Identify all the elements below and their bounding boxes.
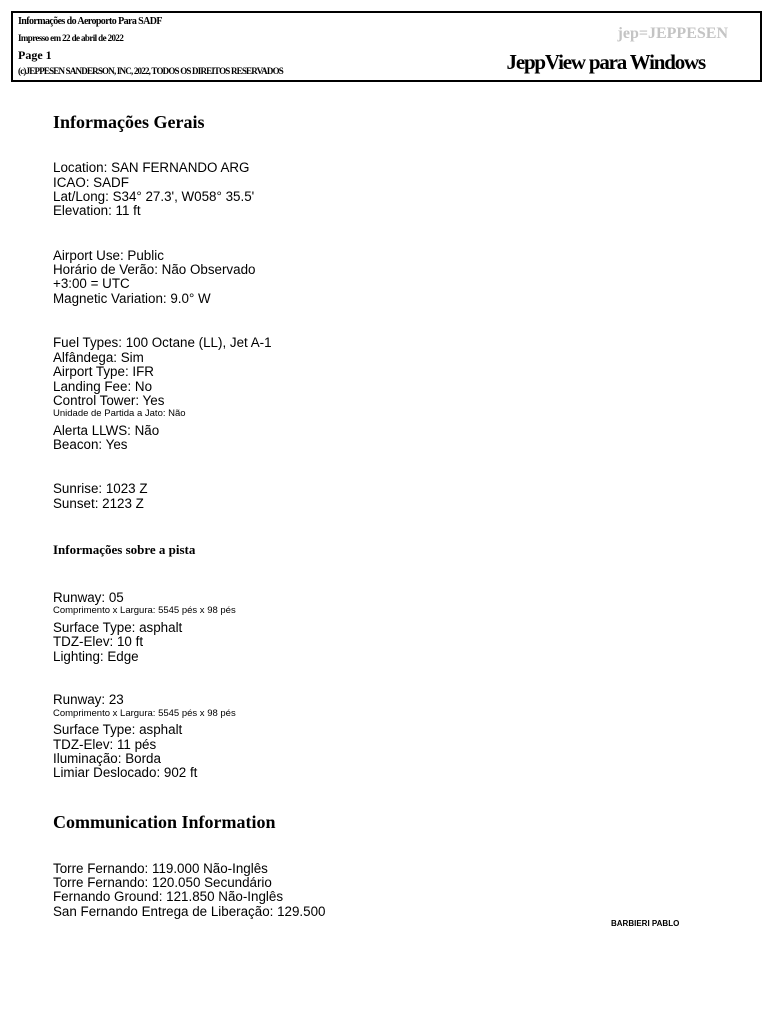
rwy23-lighting: Iluminação: Borda: [53, 751, 161, 766]
document-header: [11, 11, 762, 82]
llws-line: Alerta LLWS: Não: [53, 423, 160, 438]
rwy23-runway: Runway: 23: [53, 692, 124, 707]
rwy05-tdz: TDZ-Elev: 10 ft: [53, 634, 144, 649]
rwy23-dims: Comprimento x Largura: 5545 pés x 98 pés: [53, 708, 236, 719]
header-page-number: Page 1: [18, 48, 52, 62]
comms-heading: Communication Information: [53, 812, 276, 832]
fuel-line: Fuel Types: 100 Octane (LL), Jet A-1: [53, 335, 272, 350]
runway-heading: Informações sobre a pista: [53, 542, 196, 557]
app-name: JeppView para Windows: [506, 50, 705, 74]
rwy05-dims: Comprimento x Largura: 5545 pés x 98 pés: [53, 605, 236, 616]
airport-use-line: Airport Use: Public: [53, 248, 164, 263]
landing-fee-line: Landing Fee: No: [53, 379, 153, 394]
sunrise-line: Sunrise: 1023 Z: [53, 481, 148, 496]
airport-type-line: Airport Type: IFR: [53, 364, 154, 379]
comm-item: Torre Fernando: 120.050 Secundário: [53, 875, 272, 890]
header-title: Informações do Aeroporto Para SADF: [18, 16, 162, 27]
general-heading: Informações Gerais: [53, 112, 205, 132]
comm-item: San Fernando Entrega de Liberação: 129.500: [53, 904, 326, 919]
rwy23-tdz: TDZ-Elev: 11 pés: [53, 737, 157, 752]
control-tower-line: Control Tower: Yes: [53, 393, 165, 408]
rwy23-displaced: Limiar Deslocado: 902 ft: [53, 765, 198, 780]
header-copyright: (c)JEPPESEN SANDERSON, INC, 2022, TODOS OS DIREITOS RESERVADOS: [18, 66, 283, 76]
jeppesen-logo: jep=JEPPESEN: [617, 25, 728, 42]
magvar-line: Magnetic Variation: 9.0° W: [53, 291, 211, 306]
elevation-line: Elevation: 11 ft: [53, 203, 141, 218]
beacon-line: Beacon: Yes: [53, 437, 128, 452]
jet-start-line: Unidade de Partida a Jato: Não: [53, 408, 186, 419]
comm-item: Torre Fernando: 119.000 Não-Inglês: [53, 861, 268, 876]
rwy05-lighting: Lighting: Edge: [53, 649, 139, 664]
rwy05-runway: Runway: 05: [53, 590, 124, 605]
sunset-line: Sunset: 2123 Z: [53, 496, 144, 511]
customs-line: Alfândega: Sim: [53, 350, 144, 365]
latlong-line: Lat/Long: S34° 27.3', W058° 35.5': [53, 189, 255, 204]
rwy05-surface: Surface Type: asphalt: [53, 620, 183, 635]
signature: BARBIERI PABLO: [611, 919, 680, 928]
location-line: Location: SAN FERNANDO ARG: [53, 160, 250, 175]
icao-line: ICAO: SADF: [53, 175, 129, 190]
comm-item: Fernando Ground: 121.850 Não-Inglês: [53, 889, 284, 904]
utc-line: +3:00 = UTC: [53, 276, 130, 291]
dst-line: Horário de Verão: Não Observado: [53, 262, 256, 277]
header-printed-date: Impresso em 22 de abril de 2022: [18, 33, 124, 43]
rwy23-surface: Surface Type: asphalt: [53, 722, 183, 737]
